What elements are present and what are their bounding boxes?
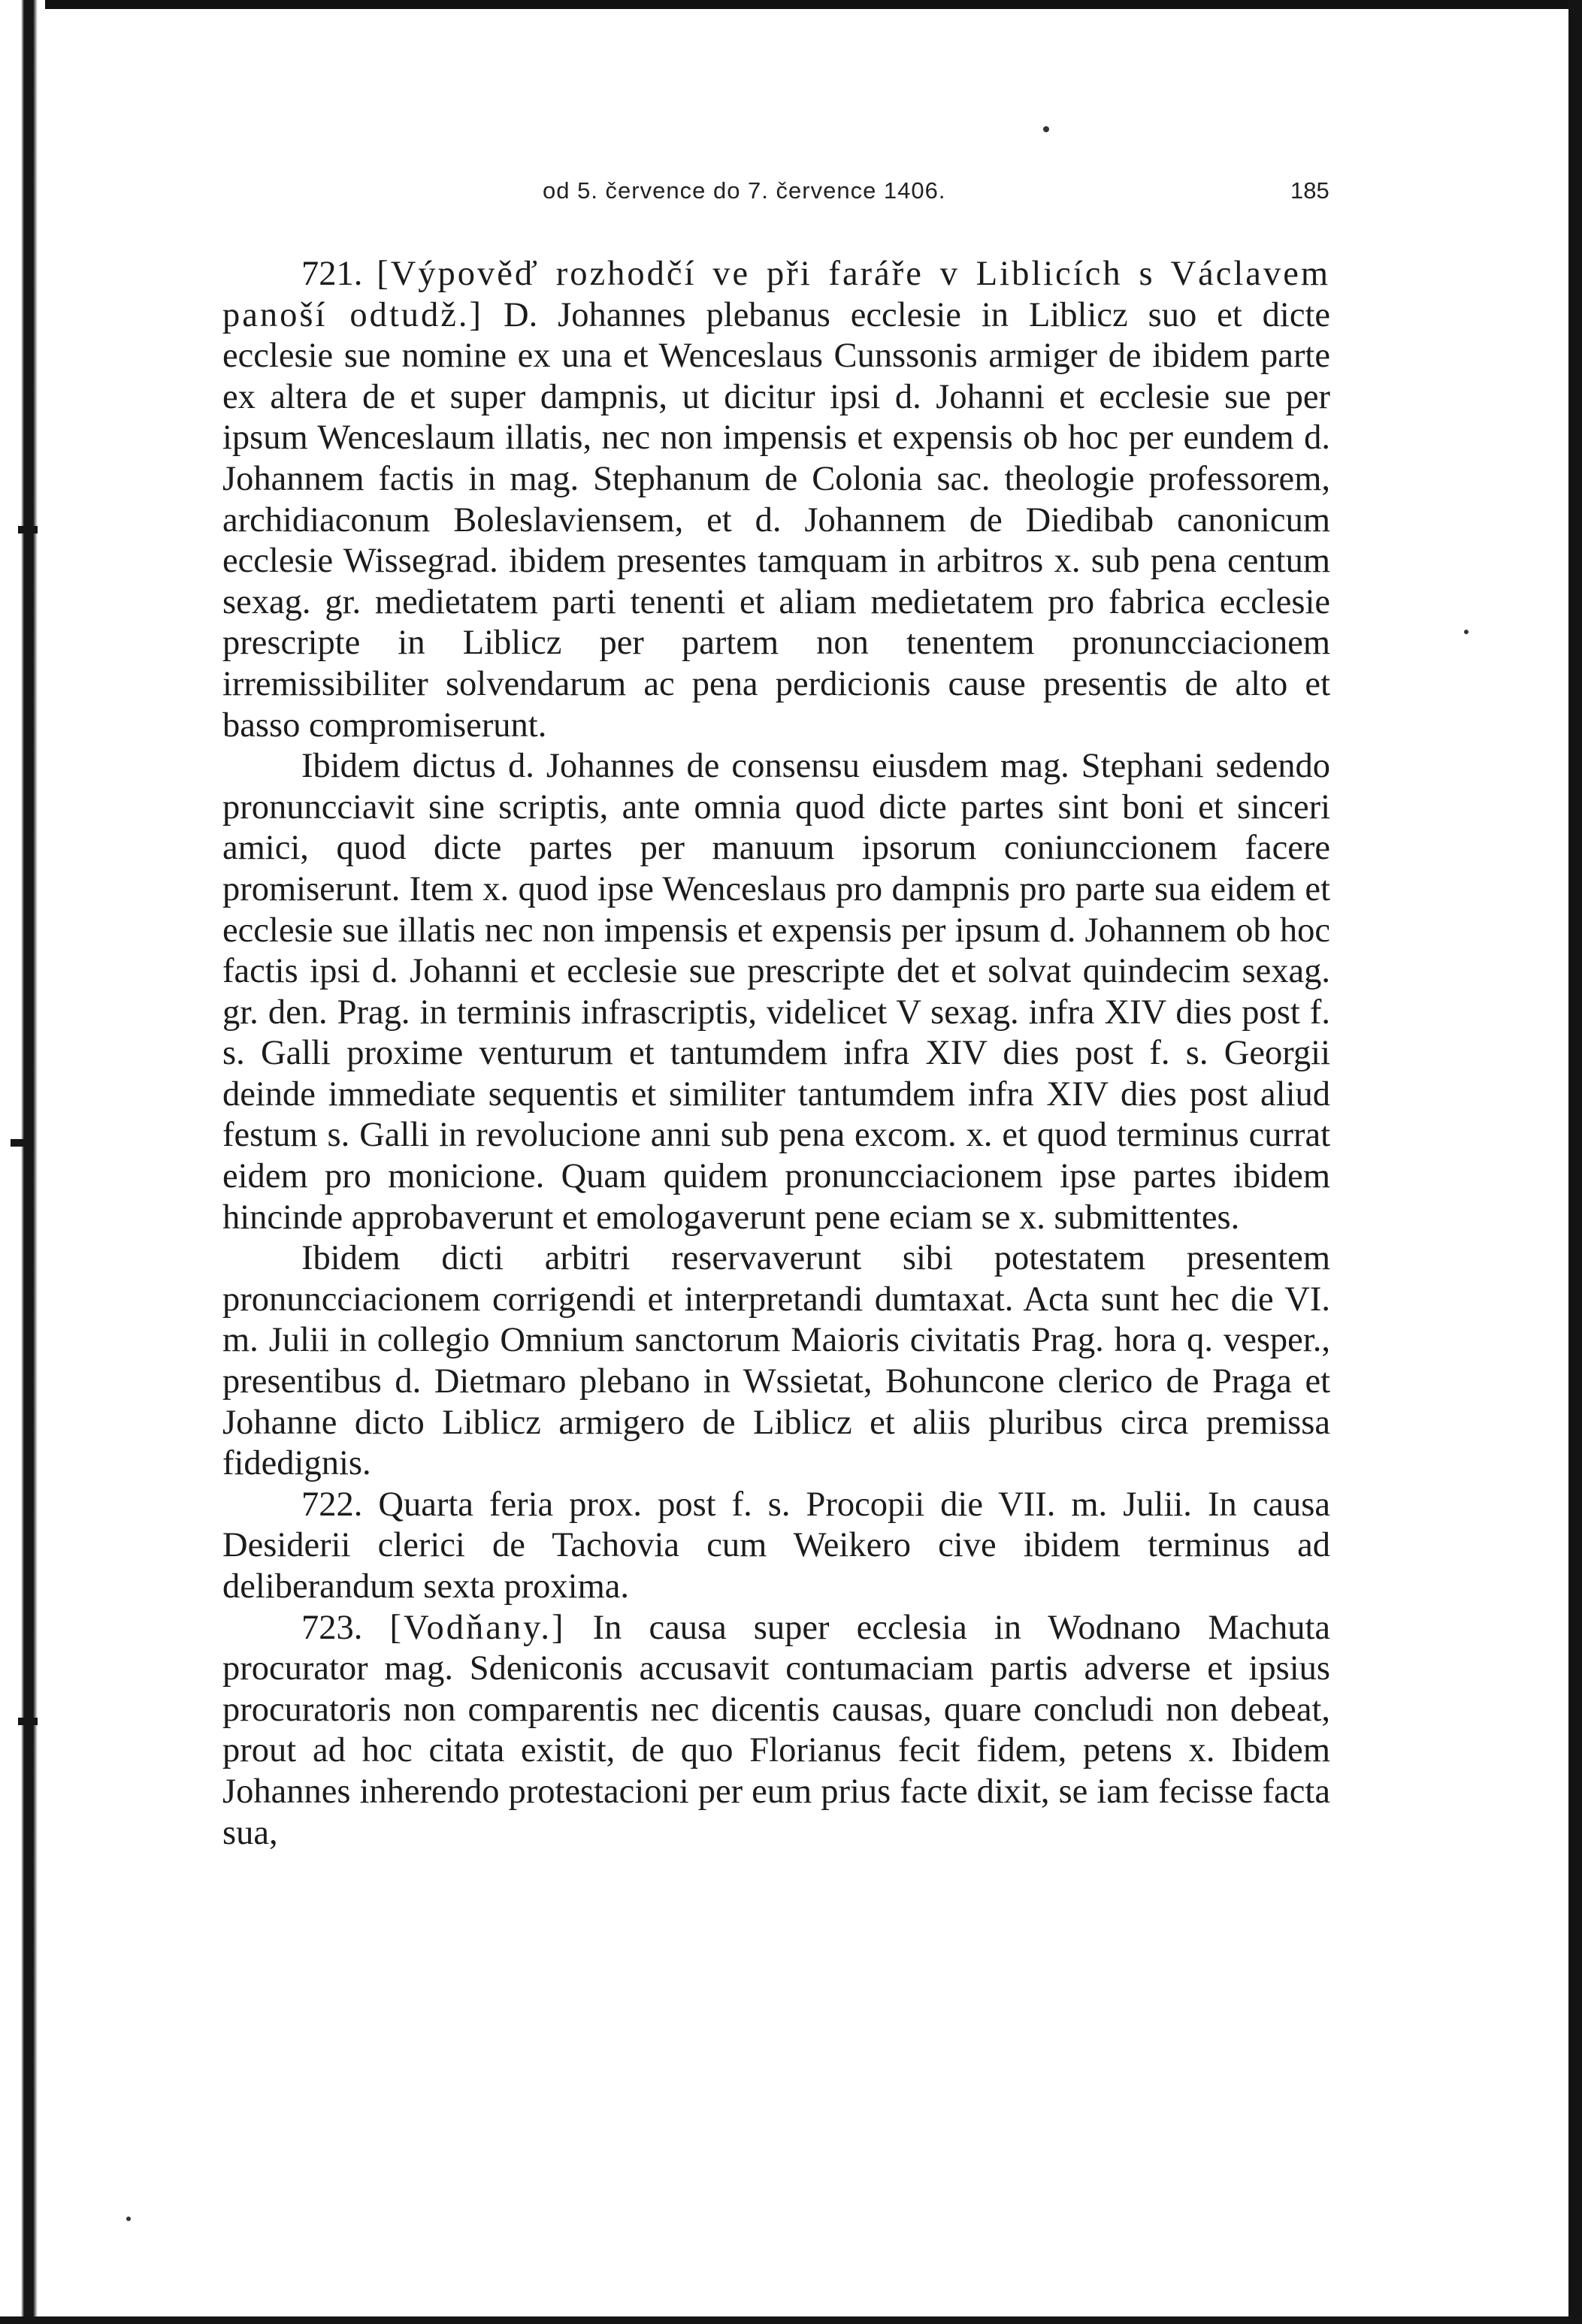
binding-mark	[11, 1139, 30, 1147]
entry-text: In causa super ecclesia in Wodnano Machuta procurator mag. Sdeniconis accusavit contumaciam partis adverse et ipsius procuratoris non comparentis nec dicentis causas, quare concludi non debeat, prout ad hoc citata existit, de quo Florianus fecit fidem, petens x. Ibidem Johannes inherendo protestacioni per eum prius facte dixit, se iam fecisse facta sua,	[222, 1608, 1331, 1852]
entry-number: 721.	[301, 255, 363, 293]
entry-text: Quarta feria prox. post f. s. Procopii die VII. m. Julii. In causa Desiderii clerici de Tachovia cum Weikero cive ibidem terminus ad deliberandum sexta proxima.	[222, 1485, 1331, 1606]
entry-text: D. Johannes plebanus ecclesie in Liblicz suo et dicte ecclesie sue nomine ex una et Wenceslaus Cunssonis armiger de ibidem parte ex altera de et super dampnis, ut dicitur ipsi d. Johanni et ecclesie sue per ipsum Wenceslaum illatis, nec non impensis et expensis ob hoc per eundem d. Johannem factis in mag. Stephanum de Colonia sac. theologie professorem, archidiaconum Boleslaviensem, et d. Johannem de Diedibab canonicum ecclesie Wissegrad. ibidem presentes tamquam in arbitros x. sub pena centum sexag. gr. medietatem parti tenenti et aliam medietatem pro fabrica ecclesie prescripte in Liblicz per partem non tenentem pronuncciacionem irremissibiliter solvendarum ac pena perdicionis cause presentis de alto et basso compromiserunt.	[222, 295, 1331, 745]
entry-721-continuation: Ibidem dicti arbitri reservaverunt sibi potestatem presentem pronuncciacionem corrigendi et interpretandi dumtaxat. Acta sunt hec die VI. m. Julii in collegio Omnium sanctorum Maioris civitatis Prag. hora q. vesper., presentibus d. Dietmaro plebano in Wssietat, Bohuncone clerico de Praga et Johanne dicto Liblicz armigero de Liblicz et aliis pluribus circa premissa fidedignis.	[222, 1239, 1330, 1483]
dust-speck	[126, 2217, 131, 2221]
entry-number: 723.	[301, 1608, 363, 1647]
entry-722	[222, 1485, 1330, 1608]
binding-mark	[18, 1718, 38, 1725]
entry-723	[222, 1608, 1330, 1854]
dust-speck	[1043, 126, 1049, 132]
entry-number: 722.	[301, 1485, 363, 1524]
scan-left-binding-edge	[0, 0, 45, 2324]
page-number: 185	[1290, 177, 1329, 204]
scan-top-edge	[0, 0, 1582, 9]
entry-721-continuation: Ibidem dictus d. Johannes de consensu eiusdem mag. Stephani sedendo pronuncciavit sine scriptis, ante omnia quod dicte partes sint boni et sinceri amici, quod dicte partes per manuum ipsorum coniunccionem facere promiserunt. Item x. quod ipse Wenceslaus pro dampnis pro parte sua eidem et ecclesie sue illatis nec non impensis et expensis per ipsum d. Johannem ob hoc factis ipsi d. Johanni et ecclesie sue prescripte det et solvat quindecim sexag. gr. den. Prag. in terminis infrascriptis, videlicet V sexag. infra XIV dies post f. s. Galli proxime venturum et tantumdem infra XIV dies post f. s. Georgii deinde immediate sequentis et similiter tantumdem infra XIV dies post aliud festum s. Galli in revolucione anni sub pena excom. x. et quod terminus currat eidem pro monicione. Quam quidem pronuncciacionem ipse partes ibidem hincinde approbaverunt et emologaverunt pene eciam se x. submittentes.	[222, 747, 1330, 1237]
main-text	[222, 254, 1330, 1854]
scan-bottom-edge	[0, 2316, 1582, 2324]
running-head: od 5. července do 7. července 1406.	[543, 177, 946, 204]
entry-title: [Vodňany.]	[389, 1608, 566, 1647]
entry-721	[222, 254, 1330, 746]
entry-title: [Výpověď rozhodčí ve při faráře v Liblicích s Václavem panoší odtudž.]	[222, 255, 1331, 334]
dust-speck	[1464, 630, 1469, 634]
scan-right-edge	[1568, 0, 1582, 2324]
binding-mark	[18, 526, 38, 533]
